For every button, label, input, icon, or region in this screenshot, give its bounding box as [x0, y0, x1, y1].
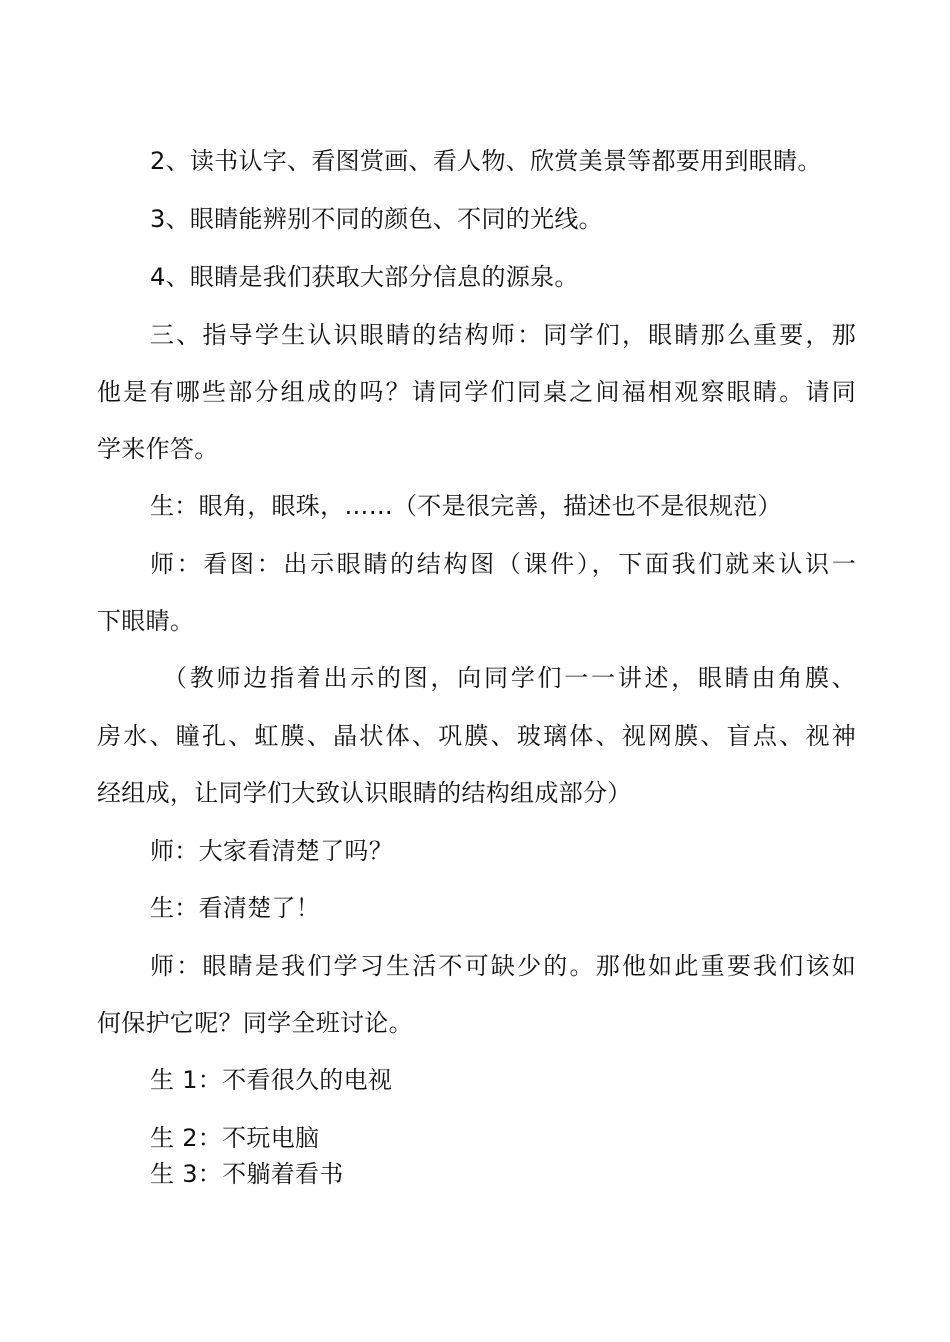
paragraph-line: 2、读书认字、看图赏画、看人物、欣赏美景等都要用到眼睛。	[150, 147, 822, 175]
paragraph-line: 生 1：不看很久的电视	[150, 1066, 393, 1094]
paragraph-line: 生 2：不玩电脑	[150, 1124, 320, 1152]
paragraph-line: 房水、瞳孔、虹膜、晶状体、巩膜、玻璃体、视网膜、盲点、视神	[97, 722, 856, 750]
paragraph-line: 三、指导学生认识眼睛的结构师：同学们，眼睛那么重要，那	[150, 321, 856, 349]
paragraph-line: 何保护它呢？同学全班讨论。	[97, 1009, 413, 1037]
paragraph-line: 学来作答。	[97, 435, 219, 463]
paragraph-line: 下眼睛。	[97, 607, 195, 635]
paragraph-line: 生 3：不躺着看书	[150, 1160, 344, 1188]
paragraph-line: 经组成，让同学们大致认识眼睛的结构组成部分）	[97, 779, 632, 807]
paragraph-line: （教师边指着出示的图，向同学们一一讲述，眼睛由角膜、	[163, 664, 856, 692]
paragraph-line: 他是有哪些部分组成的吗？请同学们同桌之间福相观察眼睛。请同	[97, 378, 856, 406]
paragraph-line: 师：大家看清楚了吗？	[150, 837, 393, 865]
paragraph-line: 生：看清楚了！	[150, 894, 321, 922]
paragraph-line: 师：看图：出示眼睛的结构图（课件），下面我们就来认识一	[150, 550, 856, 578]
paragraph-line: 师：眼睛是我们学习生活不可缺少的。那他如此重要我们该如	[150, 952, 856, 980]
paragraph-line: 4、眼睛是我们获取大部分信息的源泉。	[150, 263, 579, 291]
paragraph-line: 3、眼睛能辨别不同的颜色、不同的光线。	[150, 205, 603, 233]
paragraph-line: 生：眼角，眼珠，……（不是很完善，描述也不是很规范）	[150, 492, 782, 520]
